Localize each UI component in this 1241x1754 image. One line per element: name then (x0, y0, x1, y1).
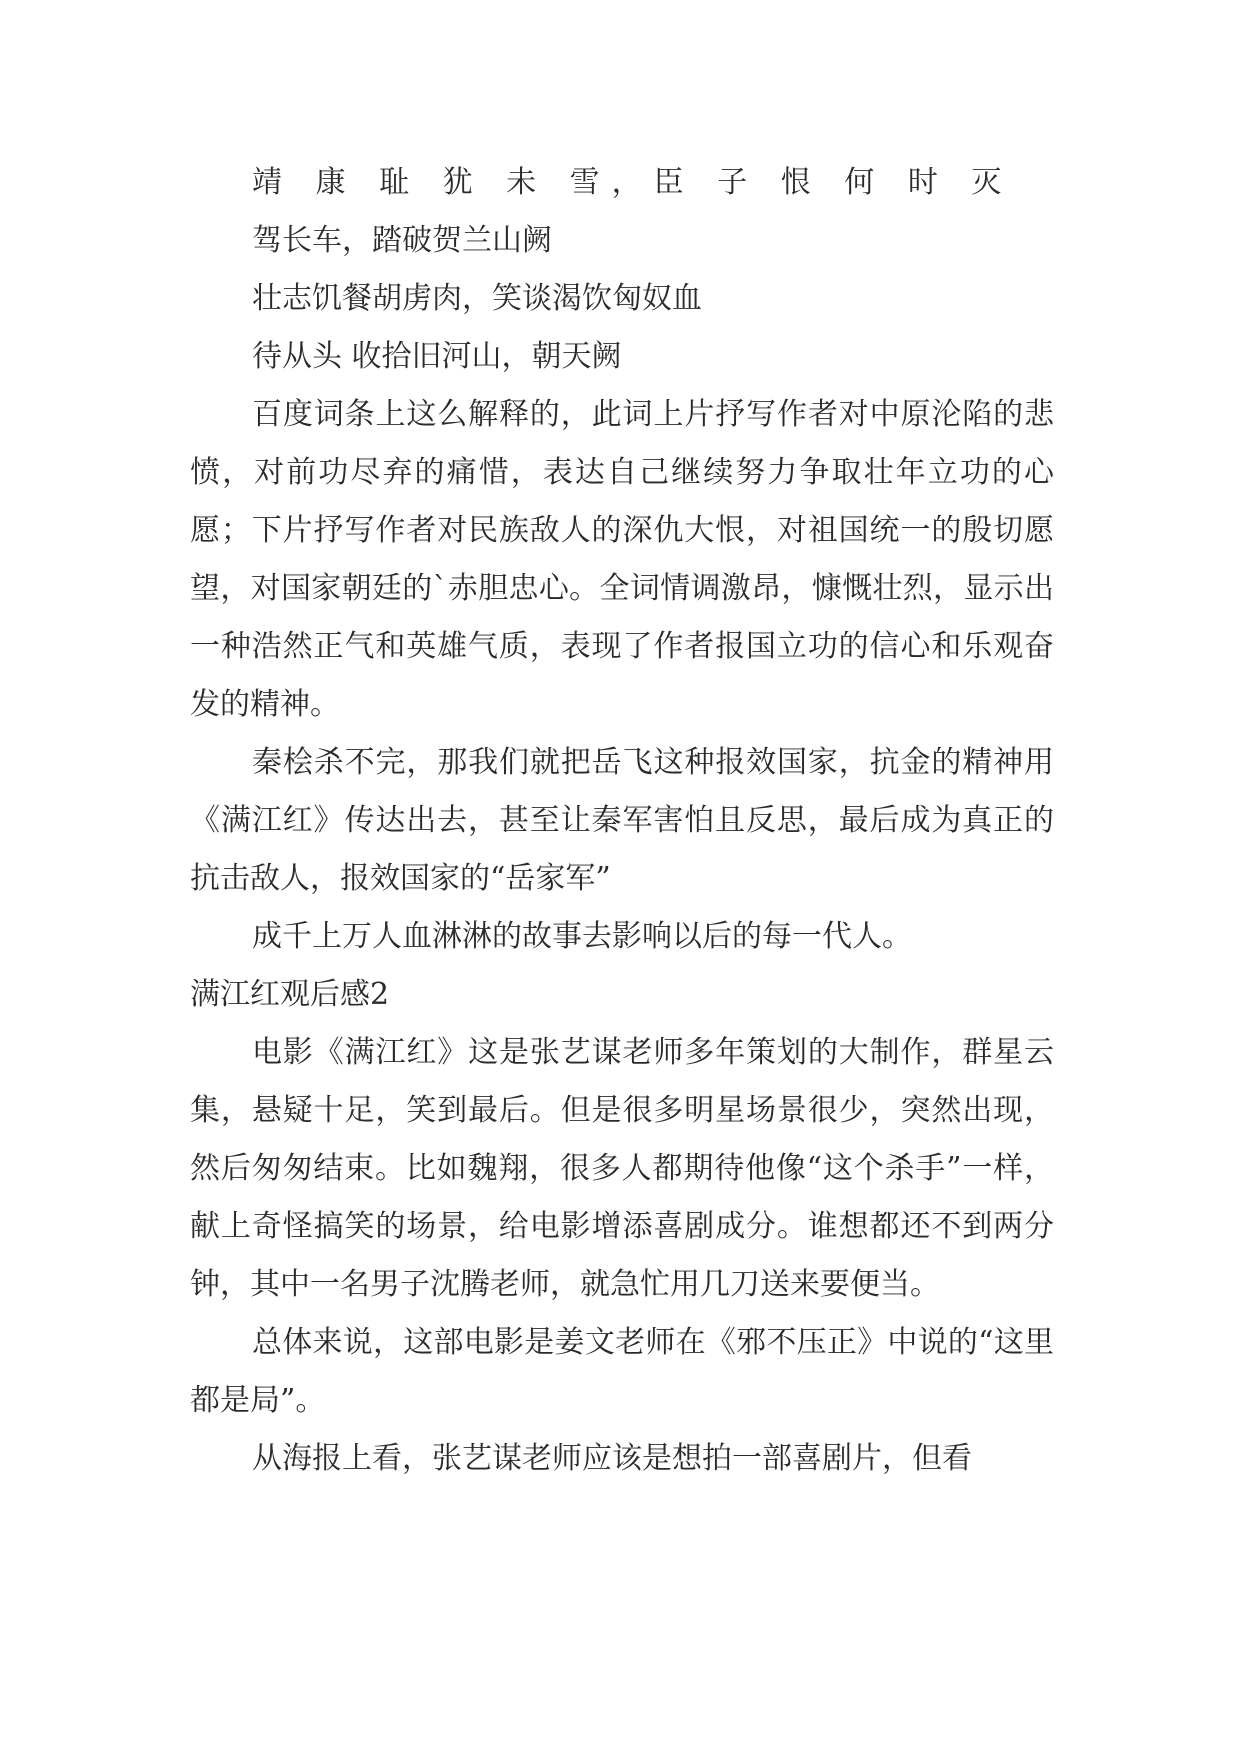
paragraph-movie-intro: 电影《满江红》这是张艺谋老师多年策划的大制作，群星云集，悬疑十足，笑到最后。但是很多明星场景很少，突然出现，然后匆匆结束。比如魏翔，很多人都期待他像“这个杀手”一样，献上奇怪搞笑的场景，给电影增添喜剧成分。谁想都还不到两分钟，其中一名男子沈腾老师，就急忙用几刀送来要便当。 (190, 1035, 1054, 1302)
poem-line-1: 靖 康 耻 犹 未 雪，臣 子 恨 何 时 灭 (252, 165, 1014, 200)
poem-line-2: 驾长车，踏破贺兰山阙 (252, 223, 552, 258)
document-body (190, 154, 1054, 1488)
paragraph-interpretation: 百度词条上这么解释的，此词上片抒写作者对中原沦陷的悲愤，对前功尽弃的痛惜，表达自己继续努力争取壮年立功的心愿；下片抒写作者对民族敌人的深仇大恨，对祖国统一的殷切愿望，对国家朝廷的`赤胆忠心。全词情调激昂，慷慨壮烈，显示出一种浩然正气和英雄气质，表现了作者报国立功的信心和乐观奋发的精神。 (190, 397, 1054, 722)
paragraph-qin-hui: 秦桧杀不完，那我们就把岳飞这种报效国家，抗金的精神用《满江红》传达出去，甚至让秦军害怕且反思，最后成为真正的抗击敌人，报效国家的“岳家军” (190, 745, 1054, 896)
section-heading: 满江红观后感2 (190, 977, 390, 1012)
paragraph-poster: 从海报上看，张艺谋老师应该是想拍一部喜剧片，但看 (252, 1441, 972, 1476)
poem-line-3: 壮志饥餐胡虏肉，笑谈渴饮匈奴血 (252, 281, 702, 316)
paragraph-summary: 总体来说，这部电影是姜文老师在《邪不压正》中说的“这里都是局”。 (190, 1325, 1054, 1418)
paragraph-influence: 成千上万人血淋淋的故事去影响以后的每一代人。 (252, 919, 912, 954)
poem-line-4: 待从头 收拾旧河山，朝天阙 (252, 339, 622, 374)
